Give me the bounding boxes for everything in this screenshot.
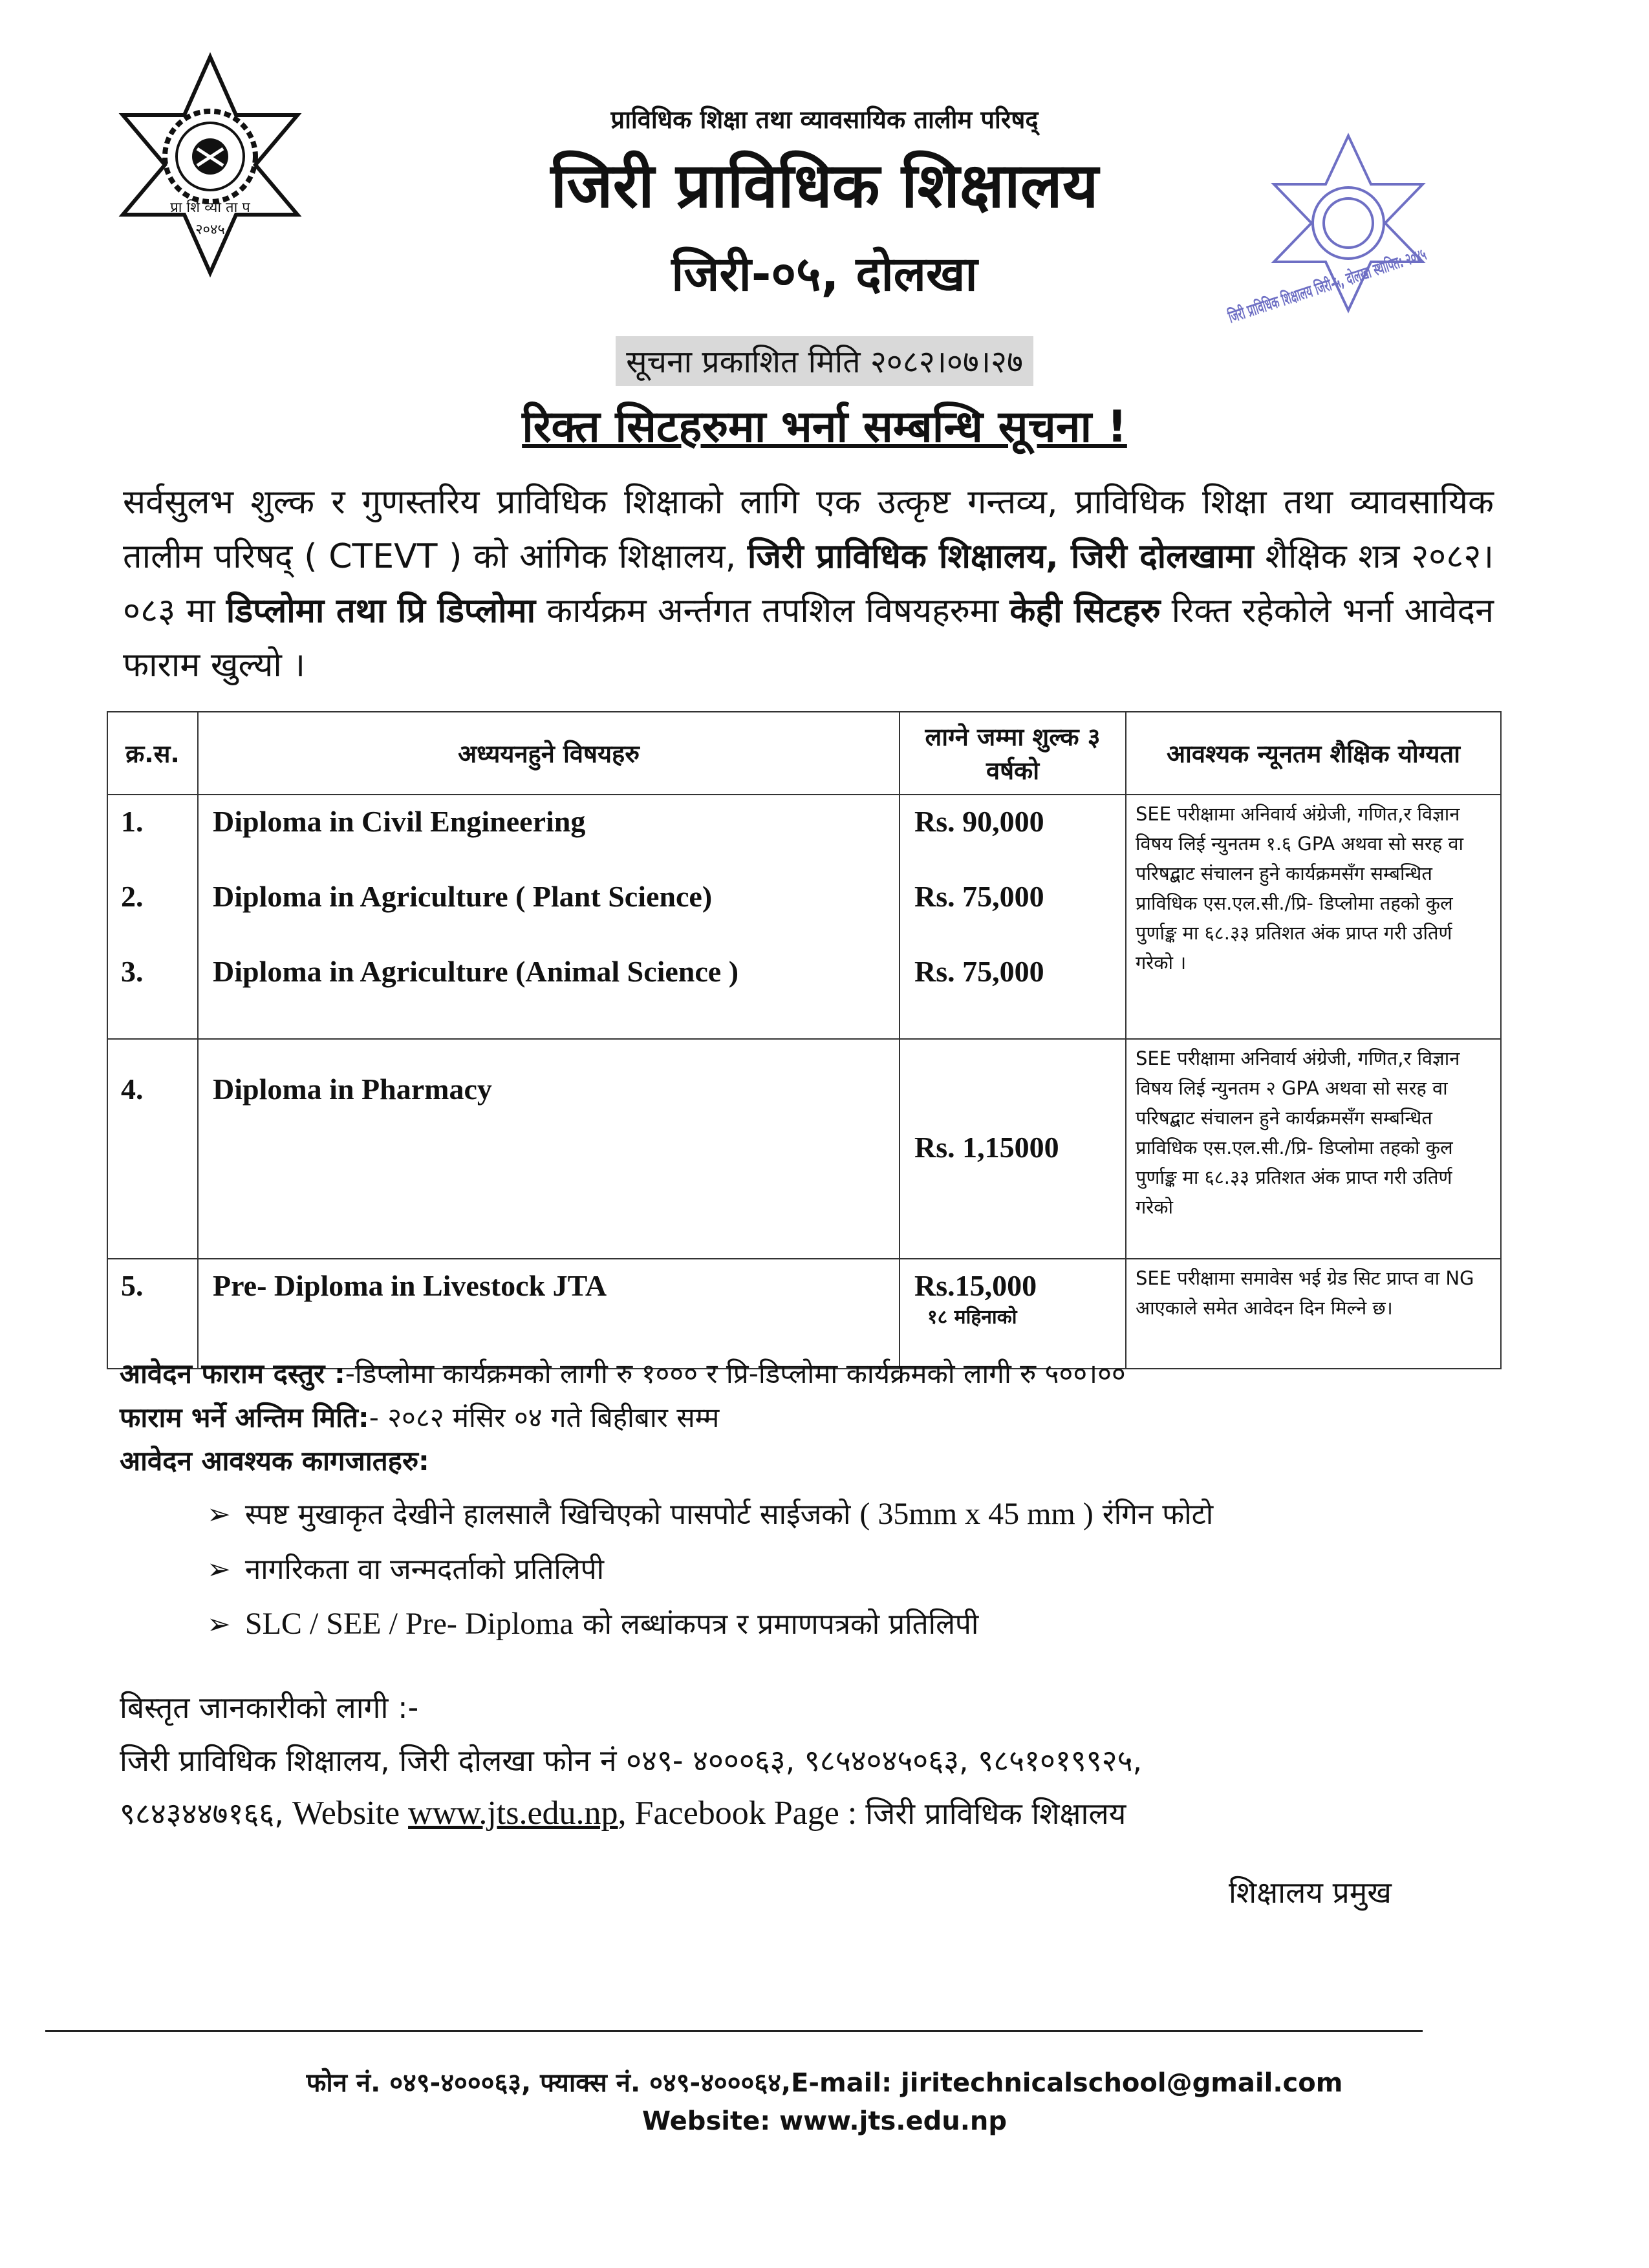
fee-1: Rs. 90,000: [914, 805, 1044, 838]
contact-phone-last: ९८४३४४७१६६,: [120, 1796, 284, 1831]
application-fee-text: -डिप्लोमा कार्यक्रमको लागी रु १००० र प्रि-डिप्लोमा कार्यक्रमको लागी रु ५००।००: [345, 1358, 1126, 1389]
table-row: [107, 1259, 1501, 1369]
fee-4: Rs. 1,15000: [900, 1039, 1126, 1259]
header-requirement: आवश्यक न्यूनतम शैक्षिक योग्यता: [1126, 712, 1501, 795]
documents-label-text: आवेदन आवश्यक कागजातहरु:: [120, 1445, 429, 1477]
sn-3: 3.: [121, 955, 144, 988]
intro-text-4: रिक्त रहेकोले भर्ना आवेदन फाराम खुल्यो ।: [123, 592, 1494, 685]
subject-4: Diploma in Pharmacy: [198, 1039, 900, 1259]
deadline-line: [120, 1398, 719, 1435]
group1-fee-cell: [900, 795, 1126, 1039]
footer-divider: [45, 2030, 1423, 2032]
contact-block: [120, 1681, 1542, 1840]
intro-text-1: सर्वसुलभ शुल्क र गुणस्तरिय प्राविधिक शिक्षाको लागि एक उत्कृष्ट गन्तव्य, प्राविधिक शिक्षा तथा व्यावसायिक तालीम परिषद् ( CTEVT ) को आंगिक शिक्षालय,: [123, 483, 1494, 576]
deadline-text: - २०८२ मंसिर ०४ गते बिहीबार सम्म: [369, 1402, 720, 1433]
subject-1: Diploma in Civil Engineering: [213, 805, 586, 838]
contact-line-2: [120, 1787, 1542, 1840]
arrow-bullet-icon: ➢: [207, 1498, 231, 1531]
group1-requirement: SEE परीक्षामा अनिवार्य अंग्रेजी, गणित,र विज्ञान विषय लिई न्युनतम १.६ GPA अथवा सो सरह वा परिषद्बाट संचालन हुने कार्यक्रमसँग सम्बन्धित प्राविधिक एस.एल.सी./प्रि- डिप्लोमा तहको कुल पुर्णाङ्क मा ६८.३३ प्रतिशत अंक प्राप्त गरी उतिर्ण गरेको ।: [1126, 795, 1501, 1039]
table-header-row: [107, 712, 1501, 795]
arrow-bullet-icon: ➢: [207, 1608, 231, 1641]
fee-5-cell: [900, 1259, 1126, 1369]
deadline-label: फाराम भर्ने अन्तिम मिति:: [120, 1402, 369, 1433]
group1-sn-cell: [107, 795, 198, 1039]
doc1-text-a: स्पष्ट मुखाकृत देखीने हालसालै खिचिएको पासपोर्ट साईजको: [244, 1498, 860, 1531]
sn-2: 2.: [121, 880, 144, 913]
group2-requirement: SEE परीक्षामा अनिवार्य अंग्रेजी, गणित,र विज्ञान विषय लिई न्युनतम २ GPA अथवा सो सरह वा परिषद्बाट संचालन हुने कार्यक्रमसँग सम्बन्धित प्राविधिक एस.एल.सी./प्रि- डिप्लोमा तहको कुल पुर्णाङ्क मा ६८.३३ प्रतिशत अंक प्राप्त गरी उतिर्ण गरेको: [1126, 1039, 1501, 1259]
sn-5: 5.: [107, 1259, 198, 1369]
header-sn: क्र.स.: [107, 712, 198, 795]
document-item-1: [207, 1493, 1213, 1532]
website-label: Website: [283, 1795, 409, 1832]
doc3-text-a: SLC / SEE / Pre- Diploma: [244, 1607, 574, 1641]
fee-3: Rs. 75,000: [914, 955, 1044, 988]
subject-5: Pre- Diploma in Livestock JTA: [198, 1259, 900, 1369]
sn-1: 1.: [121, 805, 144, 838]
doc2-text: नागरिकता वा जन्मदर्ताको प्रतिलिपी: [244, 1553, 605, 1586]
emblem-year: २०४५: [195, 222, 225, 238]
org-title: जिरी प्राविधिक शिक्षालय: [550, 149, 1099, 222]
subject-3: Diploma in Agriculture (Animal Science ): [213, 955, 739, 988]
group3-requirement: SEE परीक्षामा समावेस भई ग्रेड सिट प्राप्त वा NG आएकाले समेत आवेदन दिन मिल्ने छ।: [1126, 1259, 1501, 1369]
intro-bold-3: केही सिटहरु: [1009, 592, 1161, 630]
header-fee: लाग्ने जम्मा शुल्क ३ वर्षको: [900, 712, 1126, 795]
intro-text-2: शैक्षिक शत्र २०८२।०८३ मा: [123, 537, 1494, 630]
org-address: जिरी-०५, दोलखा: [671, 246, 978, 302]
stamp-text: जिरी प्राविधिक शिक्षालय जिरी-५, दोलखा स्थापित: २०४५: [1225, 200, 1566, 328]
facebook-label: , Facebook Page :: [618, 1795, 866, 1832]
emblem-text: प्रा शि व्या ता प: [170, 200, 250, 216]
table-row: [107, 1039, 1501, 1259]
notice-title: रिक्त सिटहरुमा भर्ना सम्बन्धि सूचना !: [522, 401, 1127, 453]
footer-website: Website: www.jts.edu.np: [641, 2106, 1008, 2136]
facebook-page: जिरी प्राविधिक शिक्षालय: [865, 1796, 1126, 1831]
published-date-row: [0, 336, 1649, 386]
seat-table: [107, 711, 1502, 1369]
arrow-bullet-icon: ➢: [207, 1553, 231, 1586]
document-item-3: [207, 1603, 978, 1642]
doc1-text-c: रंगिन फोटो: [1093, 1498, 1214, 1531]
document-item-2: [207, 1548, 604, 1587]
fee-5: Rs.15,000: [914, 1269, 1037, 1302]
website-link[interactable]: www.jts.edu.np: [408, 1795, 618, 1832]
table-row: [107, 795, 1501, 1039]
sn-4: 4.: [107, 1039, 198, 1259]
signature-title: शिक्षालय प्रमुख: [1229, 1875, 1392, 1910]
application-fee-label: आवेदन फाराम दस्तुर :: [120, 1358, 345, 1389]
application-fee-line: [120, 1354, 1126, 1391]
subject-2: Diploma in Agriculture ( Plant Science): [213, 880, 713, 913]
fee-5-note: १८ महिनाको: [927, 1306, 1017, 1329]
intro-bold-2: डिप्लोमा तथा प्रि डिप्लोमा: [226, 592, 536, 630]
published-date: सूचना प्रकाशित मिति २०८२।०७।२७: [616, 336, 1033, 386]
intro-text-3: कार्यक्रम अर्न्तगत तपशिल विषयहरुमा: [535, 592, 1010, 630]
intro-bold-1: जिरी प्राविधिक शिक्षालय, जिरी दोलखामा: [747, 537, 1254, 576]
org-subtitle: प्राविधिक शिक्षा तथा व्यावसायिक तालीम परिषद्: [610, 105, 1039, 134]
footer-contact: फोन नं. ०४९-४०००६३, फ्याक्स नं. ०४९-४०००६४,E-mail: jiritechnicalschool@gmail.com: [306, 2068, 1343, 2098]
doc1-text-b: ( 35mm x 45 mm ): [859, 1497, 1094, 1531]
group1-subject-cell: [198, 795, 900, 1039]
documents-label: [120, 1442, 429, 1479]
fee-2: Rs. 75,000: [914, 880, 1044, 913]
header-subject: अध्ययनहुने विषयहरु: [198, 712, 900, 795]
contact-line-1: जिरी प्राविधिक शिक्षालय, जिरी दोलखा फोन नं ०४९- ४०००६३, ९८५४०४५०६३, ९८५१०१९९२५,: [120, 1743, 1143, 1778]
intro-paragraph: [123, 475, 1494, 692]
contact-label: बिस्तृत जानकारीको लागी :-: [120, 1690, 419, 1725]
doc3-text-b: को लब्धांकपत्र र प्रमाणपत्रको प्रतिलिपी: [573, 1608, 979, 1641]
